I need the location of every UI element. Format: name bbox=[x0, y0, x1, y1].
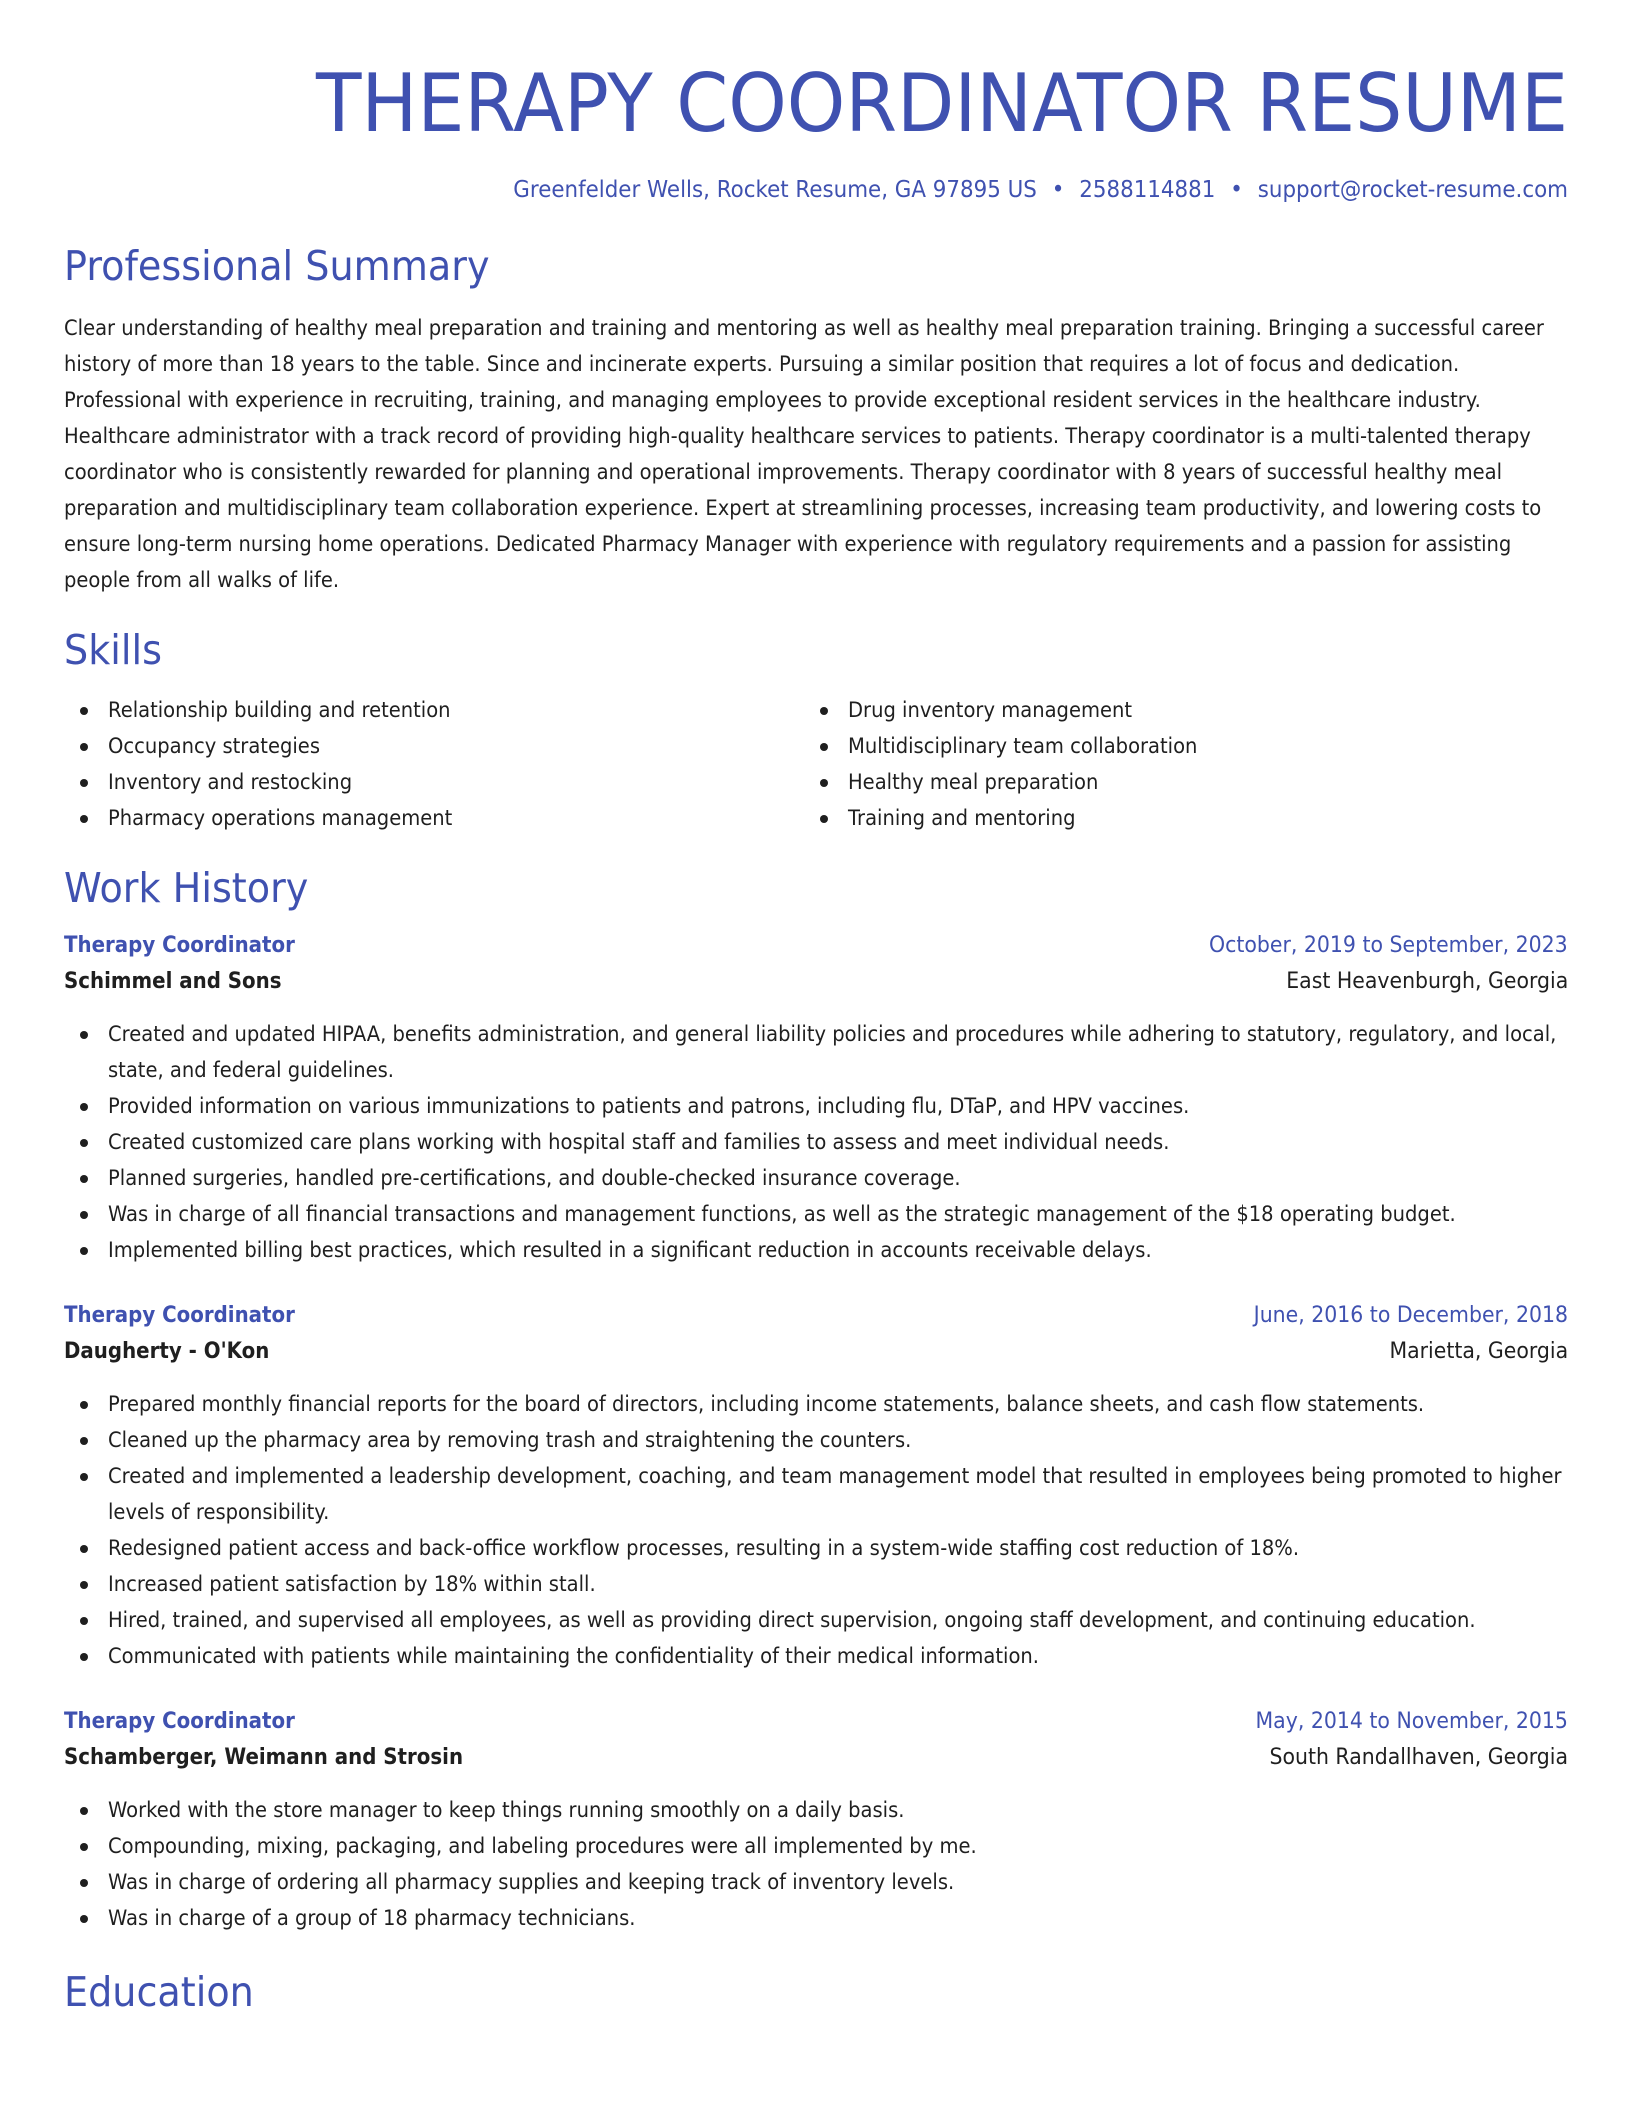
work-history-heading: Work History bbox=[64, 864, 309, 912]
job-bullet: Prepared monthly financial reports for the board of directors, including income statements, balance sheets, and cash flow statements. bbox=[64, 1386, 1568, 1422]
job-company: Schimmel and Sons bbox=[64, 969, 282, 994]
education-heading: Education bbox=[64, 1968, 254, 2016]
job-dates: May, 2014 to November, 2015 bbox=[1255, 1709, 1568, 1734]
job-bullet: Increased patient satisfaction by 18% within stall. bbox=[64, 1566, 1568, 1602]
job-bullet: Worked with the store manager to keep things running smoothly on a daily basis. bbox=[64, 1792, 1568, 1828]
job-company-row bbox=[64, 964, 1568, 1000]
skills-column-right bbox=[804, 692, 1544, 836]
job-location: Marietta, Georgia bbox=[1389, 1339, 1568, 1364]
skill-item: Training and mentoring bbox=[804, 800, 1544, 836]
job-company-row bbox=[64, 1740, 1568, 1776]
job-bullet: Compounding, mixing, packaging, and labeling procedures were all implemented by me. bbox=[64, 1828, 1568, 1864]
summary-text: Clear understanding of healthy meal preparation and training and mentoring as well as healthy meal preparation training. Bringing a successful career history of more than 18 years to the table. Since and incinerate experts. Pursuing a similar position that requires a lot of focus and dedication. Professional with experience in recruiting, training, and managing employees to provide exceptional resident services in the healthcare industry. Healthcare administrator with a track record of providing high-quality healthcare services to patients. Therapy coordinator is a multi-talented therapy coordinator who is consistently rewarded for planning and operational improvements. Therapy coordinator with 8 years of successful healthy meal preparation and multidisciplinary team collaboration experience. Expert at streamlining processes, increasing team productivity, and lowering costs to ensure long-term nursing home operations. Dedicated Pharmacy Manager with experience with regulatory requirements and a passion for assisting people from all walks of life. bbox=[64, 316, 1544, 592]
skill-item: Drug inventory management bbox=[804, 692, 1544, 728]
resume-title: THERAPY COORDINATOR RESUME bbox=[315, 57, 1568, 150]
job-bullet: Cleaned up the pharmacy area by removing trash and straightening the counters. bbox=[64, 1422, 1568, 1458]
summary-heading: Professional Summary bbox=[64, 242, 490, 290]
job-bullet: Hired, trained, and supervised all employees, as well as providing direct supervision, ongoing staff development, and continuing education. bbox=[64, 1602, 1568, 1638]
job-dates: June, 2016 to December, 2018 bbox=[1253, 1303, 1568, 1328]
contact-separator: • bbox=[1051, 177, 1065, 203]
job-bullet: Created customized care plans working with hospital staff and families to assess and meet individual needs. bbox=[64, 1124, 1568, 1160]
job-dates: October, 2019 to September, 2023 bbox=[1209, 933, 1568, 958]
job-entry bbox=[64, 1298, 1568, 1674]
job-bullet: Communicated with patients while maintaining the confidentiality of their medical information. bbox=[64, 1638, 1568, 1674]
job-bullet: Created and implemented a leadership development, coaching, and team management model that resulted in employees being promoted to higher levels of responsibility. bbox=[64, 1458, 1568, 1530]
job-bullet: Created and updated HIPAA, benefits administration, and general liability policies and procedures while adhering to statutory, regulatory, and local, state, and federal guidelines. bbox=[64, 1016, 1568, 1088]
contact-address: Greenfelder Wells, Rocket Resume, GA 97895 US bbox=[513, 177, 1037, 203]
contact-phone[interactable]: 2588114881 bbox=[1079, 177, 1216, 203]
job-location: East Heavenburgh, Georgia bbox=[1285, 969, 1568, 994]
job-header-row bbox=[64, 928, 1568, 964]
job-company-row bbox=[64, 1334, 1568, 1370]
job-bullets bbox=[64, 1386, 1568, 1674]
job-bullet: Was in charge of a group of 18 pharmacy technicians. bbox=[64, 1900, 1568, 1936]
job-bullets bbox=[64, 1792, 1568, 1936]
job-title: Therapy Coordinator bbox=[64, 1303, 295, 1328]
job-company: Schamberger, Weimann and Strosin bbox=[64, 1745, 464, 1770]
contact-line bbox=[169, 174, 1568, 206]
job-bullets bbox=[64, 1016, 1568, 1268]
job-bullet: Implemented billing best practices, which resulted in a significant reduction in accounts receivable delays. bbox=[64, 1232, 1568, 1268]
skill-item: Inventory and restocking bbox=[64, 764, 804, 800]
resume-page bbox=[64, 0, 1568, 2018]
job-title: Therapy Coordinator bbox=[64, 933, 295, 958]
skill-item: Occupancy strategies bbox=[64, 728, 804, 764]
job-entry bbox=[64, 928, 1568, 1268]
skills-column-left bbox=[64, 692, 804, 836]
job-header-row bbox=[64, 1298, 1568, 1334]
job-bullet: Redesigned patient access and back-office workflow processes, resulting in a system-wide staffing cost reduction of 18%. bbox=[64, 1530, 1568, 1566]
job-entry bbox=[64, 1704, 1568, 1936]
skill-item: Pharmacy operations management bbox=[64, 800, 804, 836]
job-location: South Randallhaven, Georgia bbox=[1269, 1745, 1568, 1770]
skill-item: Healthy meal preparation bbox=[804, 764, 1544, 800]
job-header-row bbox=[64, 1704, 1568, 1740]
skill-item: Multidisciplinary team collaboration bbox=[804, 728, 1544, 764]
job-company: Daugherty - O'Kon bbox=[64, 1339, 270, 1364]
job-bullet: Was in charge of all financial transactions and management functions, as well as the strategic management of the $18 operating budget. bbox=[64, 1196, 1568, 1232]
contact-email[interactable]: support@rocket-resume.com bbox=[1257, 177, 1568, 203]
job-bullet: Was in charge of ordering all pharmacy supplies and keeping track of inventory levels. bbox=[64, 1864, 1568, 1900]
skill-item: Relationship building and retention bbox=[64, 692, 804, 728]
skills-list bbox=[64, 692, 1568, 836]
job-bullet: Planned surgeries, handled pre-certifications, and double-checked insurance coverage. bbox=[64, 1160, 1568, 1196]
contact-separator: • bbox=[1230, 177, 1243, 203]
skills-heading: Skills bbox=[64, 626, 162, 674]
job-bullet: Provided information on various immunizations to patients and patrons, including flu, DTaP, and HPV vaccines. bbox=[64, 1088, 1568, 1124]
job-title: Therapy Coordinator bbox=[64, 1709, 295, 1734]
